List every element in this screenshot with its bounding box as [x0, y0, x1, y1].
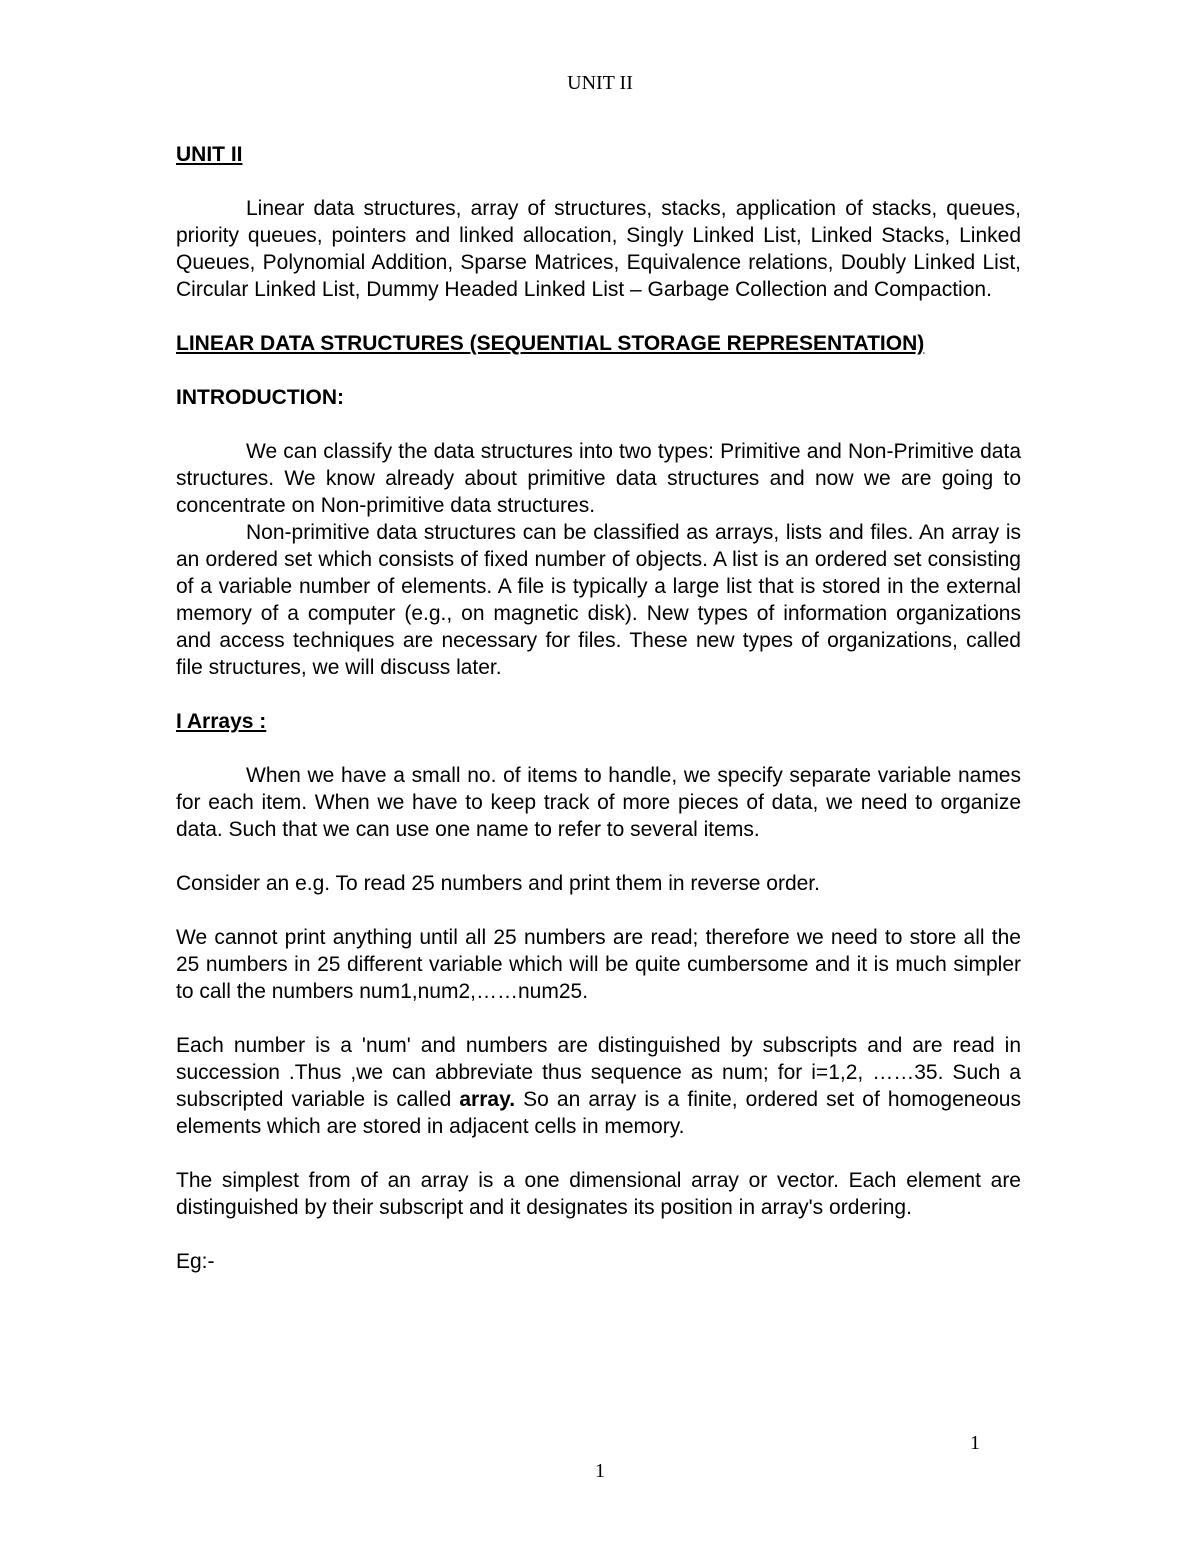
arrays-paragraph-4-text-b: So an array is a finite, ordered set of homogeneous elements which are stored in adjacent cells in memory.: [176, 1088, 1021, 1138]
arrays-paragraph-3: We cannot print anything until all 25 numbers are read; therefore we need to store all the 25 numbers in 25 different variable which will be quite cumbersome and it is much simpler to call the numbers num1,num2,……num25.: [176, 926, 1021, 1003]
arrays-paragraph-2: Consider an e.g. To read 25 numbers and print them in reverse order.: [176, 872, 820, 895]
page-number-center: 1: [595, 1460, 605, 1482]
arrays-paragraph-4-text-a: Each number is a 'num' and numbers are distinguished by subscripts and are read in succession .Thus ,we can abbreviate thus sequence as num; for i=1,2, ……35. Such a subscripted variable is called: [176, 1034, 1021, 1111]
syllabus-paragraph: Linear data structures, array of structures, stacks, application of stacks, queues, priority queues, pointers and linked allocation, Singly Linked List, Linked Stacks, Linked Queues, Polynomial Addition, Sparse Matrices, Equivalence relations, Doubly Linked List, Circular Linked List, Dummy Headed Linked List – Garbage Collection and Compaction.: [176, 197, 1021, 301]
arrays-paragraph-4: [176, 1032, 1021, 1140]
unit-heading: UNIT II: [176, 143, 243, 166]
document-body: [176, 141, 1021, 1275]
intro-paragraph-1: We can classify the data structures into two types: Primitive and Non-Primitive data structures. We know already about primitive data structures and now we are going to concentrate on Non-primitive data structures.: [176, 440, 1021, 517]
arrays-paragraph-5: The simplest from of an array is a one dimensional array or vector. Each element are distinguished by their subscript and it designates its position in array's ordering.: [176, 1169, 1021, 1219]
intro-paragraph-2: Non-primitive data structures can be classified as arrays, lists and files. An array is an ordered set which consists of fixed number of objects. A list is an ordered set consisting of a variable number of elements. A file is typically a large list that is stored in the external memory of a computer (e.g., on magnetic disk). New types of information organizations and access techniques are necessary for files. These new types of organizations, called file structures, we will discuss later.: [176, 521, 1021, 679]
array-term-bold: array.: [459, 1088, 516, 1111]
running-header: UNIT II: [567, 72, 633, 94]
example-label: Eg:-: [176, 1250, 215, 1273]
intro-heading: INTRODUCTION:: [176, 386, 344, 409]
page-number-right: 1: [970, 1432, 980, 1454]
arrays-heading: I Arrays :: [176, 710, 267, 733]
arrays-paragraph-1: When we have a small no. of items to handle, we specify separate variable names for each item. When we have to keep track of more pieces of data, we need to organize data. Such that we can use one name to refer to several items.: [176, 764, 1021, 841]
section-heading: LINEAR DATA STRUCTURES (SEQUENTIAL STORAGE REPRESENTATION): [176, 332, 925, 355]
